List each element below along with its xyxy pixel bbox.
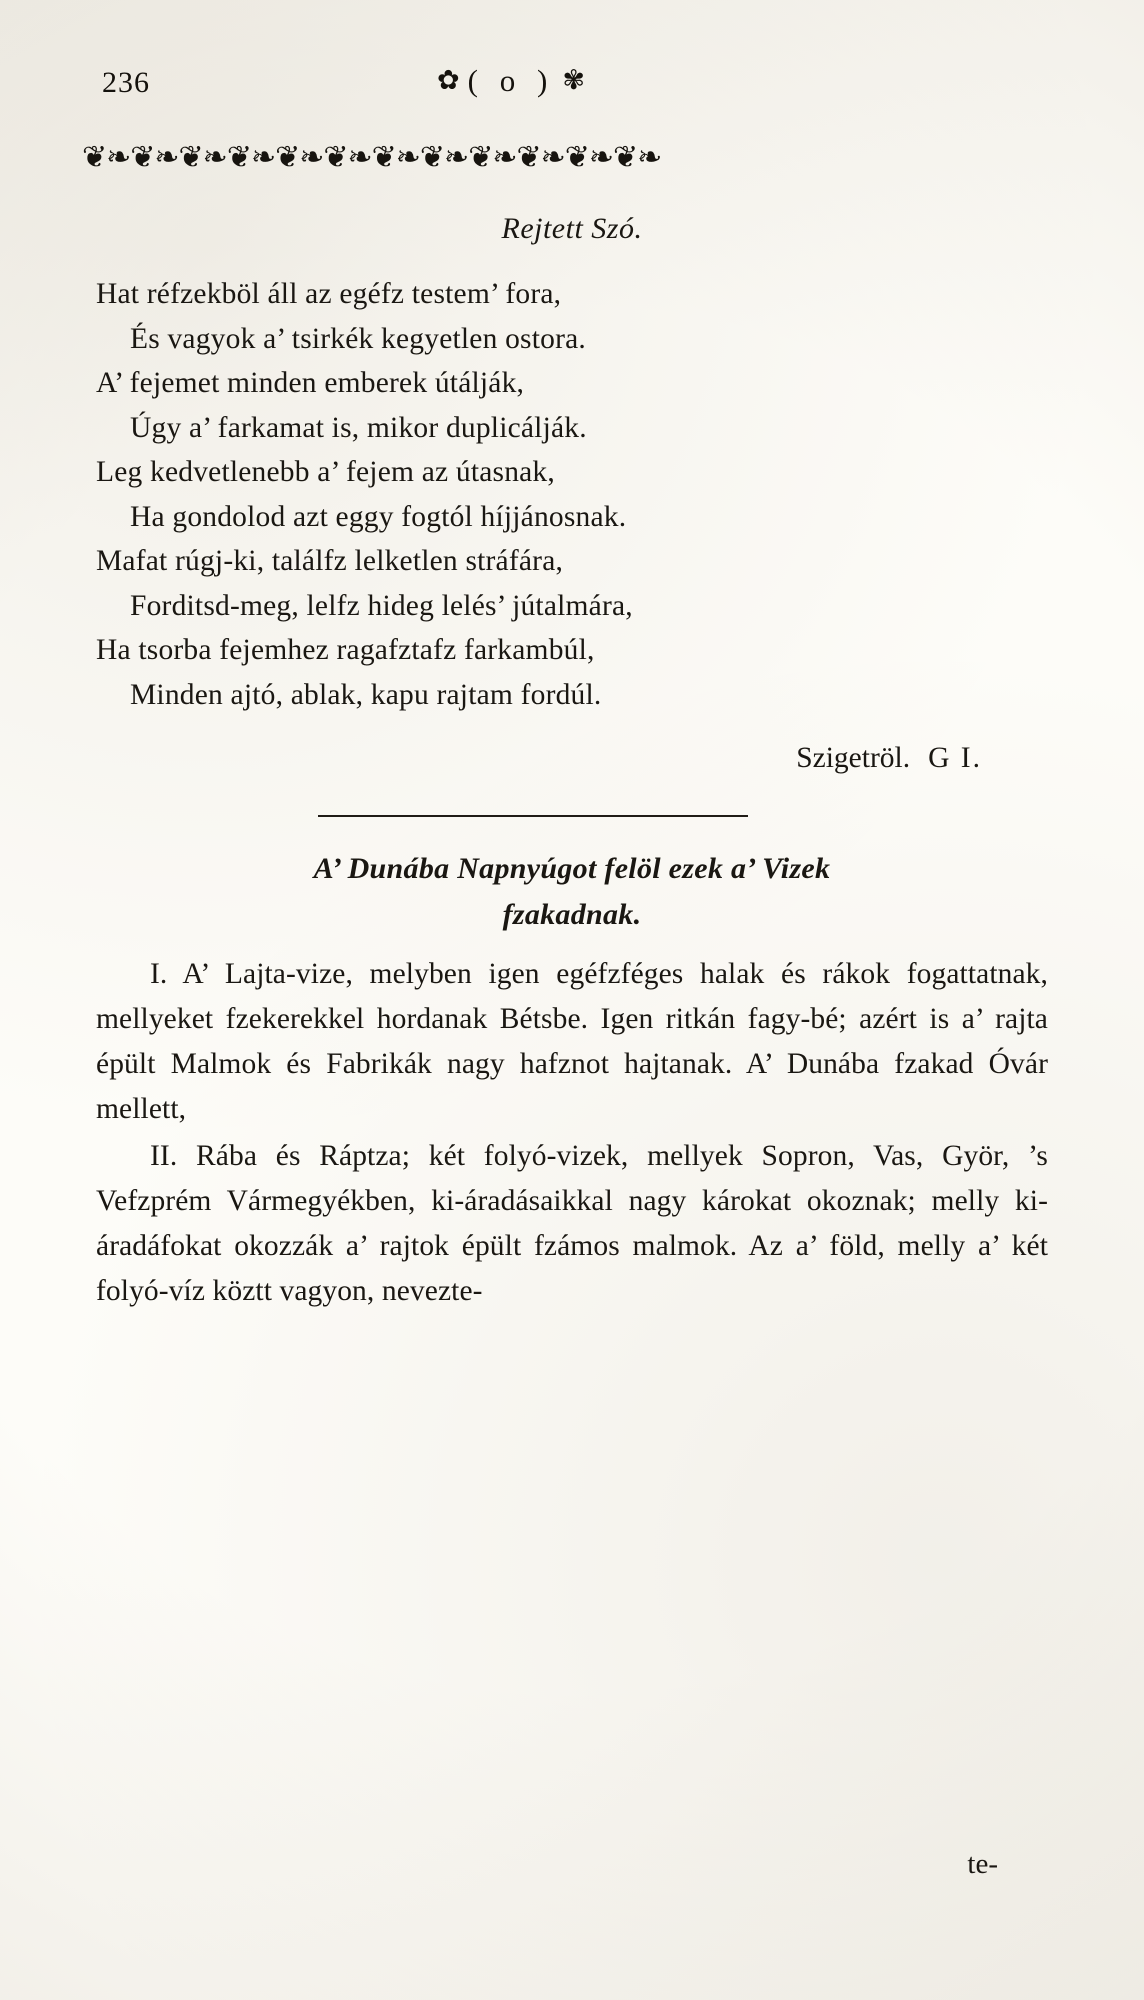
header-ornament-group <box>346 62 676 99</box>
article-body <box>96 952 1048 1314</box>
article-title-line1: A’ Dunába Napnyúgot felöl ezek a’ Vizek <box>313 852 831 885</box>
poem-line: A’ fejemet minden emberek útálják, <box>96 367 525 399</box>
poem-line: Ha tsorba fejemhez ragafztafz farkambúl, <box>96 634 595 666</box>
poem-line: Leg kedvetlenebb a’ fejem az útasnak, <box>96 456 555 488</box>
poem-line: Úgy a’ farkamat is, mikor duplicálják. <box>130 411 587 444</box>
section-divider <box>318 815 748 817</box>
article-paragraph: I. A’ Lajta-vize, melyben igen egéfzféges halak és rákok fogattatnak, mellyeket fzekerekkel hordanak Bétsbe. Igen ritkán fagy-bé; azért is a’ rajta épült Malmok és Fabrikák nagy hafznot hajtanak. A’ Dunába fzakad Óvár mellett, <box>96 958 1048 1125</box>
signature-place: Szigetröl. <box>796 742 911 774</box>
ornamental-rule: ❦❧❦❧❦❧❦❧❦❧❦❧❦❧❦❧❦❧❦❧❦❧❦❧ <box>82 140 662 175</box>
catchword: te- <box>967 1848 998 1880</box>
poem-line: Forditsd-meg, lelfz hideg lelés’ jútalmára, <box>130 589 633 622</box>
poem-line: Mafat rúgj-ki, találfz lelketlen stráfára, <box>96 545 564 577</box>
page-content <box>82 0 1048 2000</box>
poem-line: Hat réfzekböl áll az egéfz testem’ fora, <box>96 278 562 310</box>
poem-line: Ha gondolod azt eggy fogtól híjjánosnak. <box>130 500 627 533</box>
riddle-title: Rejtett Szó. <box>501 212 643 245</box>
poem-line: Minden ajtó, ablak, kapu rajtam fordúl. <box>130 678 602 711</box>
article-title-line2: fzakadnak. <box>502 898 642 931</box>
riddle-signature <box>96 742 1048 775</box>
signature-initials: G I. <box>928 742 982 774</box>
article-paragraph: II. Rába és Ráptza; két folyó-vizek, mellyek Sopron, Vas, Györ, ’s Vefzprém Vármegyékben, ki-áradásaikkal nagy károkat okoznak; melly ki-áradáfokat okozzák a’ rajtok épült fzámos malmok. Az a’ föld, melly a’ két folyó-víz köztt vagyon, nevezte- <box>96 1140 1048 1307</box>
folio-number: 236 <box>102 66 150 99</box>
riddle-poem <box>96 272 1048 717</box>
header-center-mark: ( o ) <box>467 63 555 98</box>
article-title <box>96 846 1048 938</box>
flower-ornament-left: ✿ <box>437 65 460 95</box>
page-header <box>96 62 1048 116</box>
poem-line: És vagyok a’ tsirkék kegyetlen ostora. <box>130 322 586 355</box>
flower-ornament-right: ✾ <box>562 65 585 95</box>
